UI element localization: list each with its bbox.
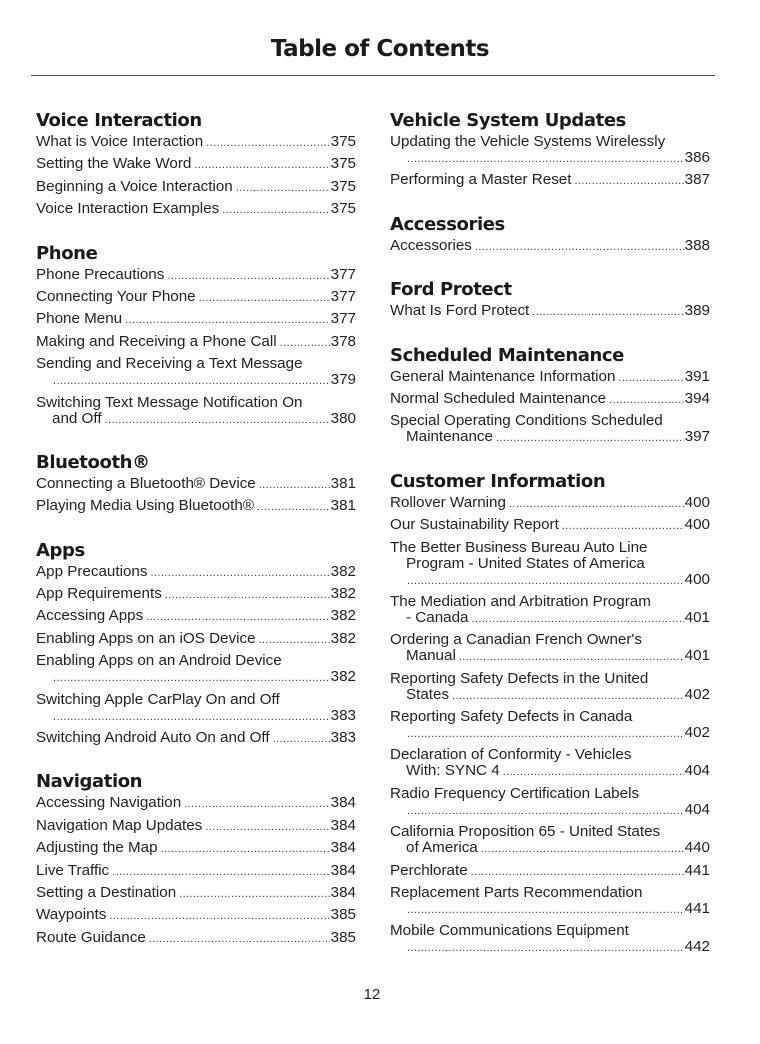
toc-entry-title: Setting a Destination [36,883,177,901]
toc-section-customer-information [390,469,710,957]
toc-entry-line [390,429,710,446]
toc-entry[interactable] [390,303,710,320]
toc-entry-line [36,156,356,173]
dot-leader [452,688,684,704]
toc-entry-line [390,303,710,320]
toc-section-voice-interaction [36,108,356,218]
toc-entry-title: - Canada [406,608,469,626]
toc-entry-title: Reporting Safety Defects in Canada [390,708,633,726]
toc-entry-title: Playing Media Using Bluetooth® [36,497,255,515]
toc-entry-line [36,669,356,686]
toc-entry-line [36,267,356,284]
toc-entry-line [36,372,356,389]
toc-entry-line [390,786,710,802]
toc-entry[interactable] [390,594,710,627]
section-heading[interactable]: Scheduled Maintenance [390,344,624,366]
toc-entry-line [36,930,356,947]
toc-entry[interactable] [390,885,710,918]
dot-leader [481,841,684,857]
dot-leader [199,290,330,306]
toc-entry-line [390,610,710,627]
dot-leader [503,764,684,780]
toc-page-number[interactable]: 384 [330,861,356,879]
toc-entry[interactable] [36,201,356,218]
toc-entry-title: Setting the Wake Word [36,155,192,173]
section-spacer [36,752,356,769]
toc-page-number[interactable]: 377 [330,310,356,328]
toc-section-scheduled-maintenance [390,343,710,447]
toc-entry-line [36,608,356,625]
toc-page-number[interactable]: 385 [330,906,356,924]
dot-leader [179,886,330,902]
dot-leader [257,499,330,515]
toc-left-column [36,108,356,952]
toc-entry-title: With: SYNC 4 [406,762,500,780]
toc-entry-line [390,238,710,255]
toc-page-number[interactable]: 397 [684,428,710,446]
dot-leader [280,335,330,351]
toc-section-bluetooth [36,450,356,515]
dot-leader [259,632,330,648]
toc-page-number[interactable]: 379 [330,371,356,389]
toc-page-number[interactable]: 381 [330,474,356,492]
toc-entry-title: Accessories [390,236,472,254]
dot-leader [407,726,684,742]
toc-page-number[interactable]: 394 [684,389,710,407]
toc-entry[interactable] [36,289,356,306]
toc-entry-line [390,747,710,763]
toc-entry-title: Declaration of Conformity - Vehicles [390,746,632,764]
dot-leader [53,670,330,686]
toc-entry-title: of America [406,839,478,857]
toc-page-number[interactable]: 382 [330,585,356,603]
toc-entry[interactable] [36,840,356,857]
dot-leader [407,940,684,956]
toc-page-number[interactable]: 385 [330,928,356,946]
toc-page-number[interactable]: 389 [684,302,710,320]
toc-page-number[interactable]: 404 [684,800,710,818]
toc-page-number[interactable]: 388 [684,236,710,254]
toc-entry-line [390,885,710,901]
toc-entry-line [36,289,356,306]
toc-entry[interactable] [36,498,356,515]
section-spacer [36,224,356,241]
toc-entry-title: and Off [52,409,102,427]
toc-entry-title: Accessing Navigation [36,794,182,812]
toc-entry-line [390,572,710,589]
toc-entry-title: General Maintenance Information [390,367,616,385]
toc-page-number[interactable]: 440 [684,839,710,857]
dot-leader [146,609,329,625]
toc-entry-line [390,725,710,742]
toc-entry-line [36,498,356,515]
toc-section-phone [36,241,356,428]
toc-entry-line [36,334,356,351]
toc-page-number[interactable]: 382 [330,668,356,686]
toc-entry[interactable] [36,730,356,747]
toc-entry-line [390,594,710,610]
dot-leader [574,173,683,189]
dot-leader [165,587,330,603]
dot-leader [161,841,330,857]
toc-entry-line [390,923,710,939]
toc-entry-line [390,802,710,819]
toc-page-number[interactable]: 404 [684,762,710,780]
toc-entry-title: Switching Text Message Notification On [36,393,303,411]
toc-entry-title: Phone Precautions [36,265,165,283]
toc-entry-line [390,556,710,572]
toc-section-ford-protect [390,277,710,320]
dot-leader [109,908,329,924]
section-heading[interactable]: Customer Information [390,470,606,492]
dot-leader [496,430,684,446]
dot-leader [205,819,329,835]
toc-entry[interactable] [36,311,356,328]
toc-entry[interactable] [390,391,710,408]
toc-entry-line [36,795,356,812]
toc-page-number[interactable]: 375 [330,200,356,218]
toc-entry[interactable] [390,863,710,880]
toc-entry[interactable] [36,267,356,284]
toc-entry[interactable] [36,907,356,924]
toc-entry-line [390,134,710,150]
toc-entry-title: The Mediation and Arbitration Program [390,592,651,610]
toc-entry[interactable] [36,818,356,835]
dot-leader [184,796,329,812]
toc-page-number[interactable]: 375 [330,133,356,150]
toc-entry-title: Switching Apple CarPlay On and Off [36,690,280,708]
toc-page-number[interactable]: 383 [330,729,356,747]
section-spacer [390,260,710,277]
toc-entry-title: Reporting Safety Defects in the United [390,669,649,687]
toc-page-number[interactable]: 384 [330,883,356,901]
dot-leader [105,412,330,428]
toc-page-number[interactable]: 382 [330,629,356,647]
toc-entry-line [390,840,710,857]
toc-page-number[interactable]: 400 [684,516,710,534]
toc-entry-line [36,564,356,581]
toc-entry[interactable] [36,134,356,151]
dot-leader [471,864,684,880]
toc-entry-line [390,369,710,386]
dot-leader [222,202,329,218]
toc-entry-title: Route Guidance [36,928,146,946]
toc-entry-title: Switching Android Auto On and Off [36,729,270,747]
toc-entry-line [390,709,710,725]
toc-entry-line [36,586,356,603]
dot-leader [407,902,684,918]
toc-entry-line [390,495,710,512]
dot-leader [112,864,330,880]
section-heading[interactable]: Apps [36,539,85,561]
toc-page-number[interactable]: 383 [330,706,356,724]
toc-page-number[interactable]: 384 [330,839,356,857]
toc-entry-line [36,708,356,725]
toc-entry-line [36,201,356,218]
dot-leader [167,268,329,284]
title-divider [31,75,715,76]
dot-leader [562,518,684,534]
section-heading[interactable]: Voice Interaction [36,110,202,131]
toc-entry[interactable] [36,608,356,625]
toc-entry-title: Rollover Warning [390,493,506,511]
toc-entry[interactable] [390,134,710,167]
toc-page-number[interactable]: 387 [684,171,710,189]
toc-entry-line [390,863,710,880]
toc-entry-title: App Requirements [36,585,162,603]
toc-entry-line [390,901,710,918]
toc-entry[interactable] [36,930,356,947]
toc-entry-line [36,179,356,196]
toc-entry-line [390,413,710,429]
dot-leader [459,649,684,665]
dot-leader [618,370,683,386]
toc-entry-line [390,150,710,167]
dot-leader [236,180,330,196]
dot-leader [407,803,684,819]
toc-entry-line [36,411,356,428]
toc-right-column [390,108,710,962]
dot-leader [532,304,683,320]
toc-entry[interactable] [36,476,356,493]
toc-section-vehicle-system-updates [390,108,710,189]
toc-entry[interactable] [36,179,356,196]
toc-entry-line [36,395,356,411]
page-title: Table of Contents [270,36,490,62]
toc-entry[interactable] [390,747,710,780]
dot-leader [53,373,330,389]
toc-entry-line [36,311,356,328]
toc-entry-title: Connecting a Bluetooth® Device [36,474,256,492]
toc-entry-title: Enabling Apps on an Android Device [36,652,282,670]
toc-entry[interactable] [390,172,710,189]
toc-entry-title: Waypoints [36,906,107,924]
toc-entry[interactable] [390,369,710,386]
toc-entry-title: Connecting Your Phone [36,287,196,305]
dot-leader [125,312,330,328]
toc-entry[interactable] [390,824,710,857]
toc-entry[interactable] [390,671,710,704]
toc-entry-line [390,391,710,408]
toc-page-number[interactable]: 384 [330,794,356,812]
section-heading[interactable]: Ford Protect [390,279,512,301]
toc-entry-title: Updating the Vehicle Systems Wirelessly [390,133,666,150]
dot-leader [206,135,330,151]
section-spacer [390,452,710,469]
toc-entry-title: Voice Interaction Examples [36,200,220,218]
toc-entry-title: Radio Frequency Certification Labels [390,784,640,802]
toc-entry-title: Replacement Parts Recommendation [390,884,643,902]
toc-entry-title: Ordering a Canadian French Owner's [390,631,642,649]
toc-entry-title: What Is Ford Protect [390,302,530,320]
toc-entry[interactable] [390,632,710,665]
toc-entry-title: Enabling Apps on an iOS Device [36,629,256,647]
toc-entry-title: Sending and Receiving a Text Message [36,355,303,373]
toc-page-number[interactable]: 402 [684,724,710,742]
toc-entry-line [36,631,356,648]
toc-entry-line [390,172,710,189]
toc-entry-title: Adjusting the Map [36,839,158,857]
section-heading[interactable]: Navigation [36,771,143,793]
toc-section-navigation [36,769,356,946]
toc-entry[interactable] [36,795,356,812]
toc-entry-title: Special Operating Conditions Scheduled [390,412,663,430]
toc-entry-line [36,356,356,372]
section-spacer [390,326,710,343]
toc-page-number[interactable]: 377 [330,265,356,283]
toc-page-number[interactable]: 442 [684,938,710,956]
dot-leader [53,709,330,725]
toc-entry-title: The Better Business Bureau Auto Line [390,538,648,556]
toc-entry-title: Manual [406,647,456,665]
toc-entry-line [390,687,710,704]
toc-entry-line [390,517,710,534]
toc-page-number[interactable]: 382 [330,607,356,625]
dot-leader [407,573,684,589]
toc-page-number[interactable]: 391 [684,367,710,385]
toc-entry-title: Navigation Map Updates [36,816,203,834]
toc-entry-line [36,134,356,151]
toc-entry-title: Perchlorate [390,861,468,879]
toc-entry[interactable] [390,709,710,742]
toc-entry-title: Our Sustainability Report [390,516,559,534]
toc-page-number[interactable]: 400 [684,493,710,511]
toc-entry[interactable] [390,923,710,956]
toc-page-number[interactable]: 400 [684,570,710,588]
toc-page-number[interactable]: 378 [330,332,356,350]
dot-leader [194,157,329,173]
toc-entry-title: Beginning a Voice Interaction [36,177,233,195]
dot-leader [407,151,684,167]
toc-entry-line [390,671,710,687]
toc-entry-title: Making and Receiving a Phone Call [36,332,277,350]
toc-entry-title: Phone Menu [36,310,123,328]
toc-entry[interactable] [390,786,710,819]
toc-entry-line [36,885,356,902]
dot-leader [273,731,330,747]
toc-page-number[interactable]: 386 [684,149,710,166]
toc-entry-line [36,840,356,857]
toc-entry-title: Program - United States of America [406,554,645,572]
toc-entry-line [36,863,356,880]
toc-entry-title: Maintenance [406,428,493,446]
page-number: 12 [363,986,381,1003]
toc-entry-title: States [406,685,450,703]
toc-section-accessories [390,212,710,255]
toc-page-number[interactable]: 381 [330,497,356,515]
toc-entry-line [36,653,356,669]
dot-leader [150,565,329,581]
toc-entry-line [36,692,356,708]
toc-entry[interactable] [36,653,356,686]
toc-page-number[interactable]: 380 [330,409,356,427]
toc-entry-line [36,476,356,493]
toc-entry[interactable] [390,517,710,534]
toc-page-number[interactable]: 375 [330,155,356,173]
toc-entry-line [390,763,710,780]
toc-entry-line [390,824,710,840]
toc-page-number[interactable]: 382 [330,562,356,580]
toc-entry[interactable] [390,495,710,512]
toc-entry[interactable] [36,885,356,902]
toc-entry-title: Normal Scheduled Maintenance [390,389,607,407]
toc-entry[interactable] [36,586,356,603]
toc-entry-line [36,907,356,924]
toc-entry-title: Live Traffic [36,861,110,879]
section-heading[interactable]: Vehicle System Updates [390,110,626,131]
toc-entry[interactable] [390,413,710,446]
toc-entry-line [390,648,710,665]
toc-page-number[interactable]: 377 [330,287,356,305]
toc-entry[interactable] [36,692,356,725]
section-heading[interactable]: Bluetooth® [36,451,150,473]
toc-entry[interactable] [36,863,356,880]
toc-entry-title: Performing a Master Reset [390,171,572,189]
toc-page-number[interactable]: 375 [330,177,356,195]
section-spacer [390,195,710,212]
toc-entry-title: What is Voice Interaction [36,133,204,150]
toc-page-number[interactable]: 401 [684,647,710,665]
toc-entry-line [390,540,710,556]
toc-entry[interactable] [36,631,356,648]
toc-entry-line [390,939,710,956]
section-spacer [36,521,356,538]
dot-leader [475,239,684,255]
toc-entry[interactable] [36,395,356,428]
section-heading[interactable]: Accessories [390,213,505,235]
toc-entry-title: California Proposition 65 - United States [390,823,661,841]
toc-entry-title: Accessing Apps [36,607,144,625]
dot-leader [509,496,684,512]
toc-entry[interactable] [390,540,710,589]
toc-entry[interactable] [36,334,356,351]
toc-entry-title: App Precautions [36,562,148,580]
dot-leader [609,392,684,408]
dot-leader [149,931,330,947]
toc-page-number[interactable]: 441 [684,900,710,918]
section-heading[interactable]: Phone [36,242,98,264]
toc-entry-line [36,730,356,747]
dot-leader [471,611,683,627]
toc-entry[interactable] [36,564,356,581]
toc-page-number[interactable]: 441 [684,861,710,879]
toc-entry-line [390,632,710,648]
toc-page-number[interactable]: 384 [330,816,356,834]
dot-leader [259,477,330,493]
toc-entry[interactable] [36,156,356,173]
toc-page-number[interactable]: 402 [684,685,710,703]
section-spacer [36,433,356,450]
toc-page-number[interactable]: 401 [684,608,710,626]
toc-entry[interactable] [390,238,710,255]
toc-entry-line [36,818,356,835]
toc-section-apps [36,538,356,747]
toc-entry[interactable] [36,356,356,389]
toc-entry-title: Mobile Communications Equipment [390,922,629,940]
